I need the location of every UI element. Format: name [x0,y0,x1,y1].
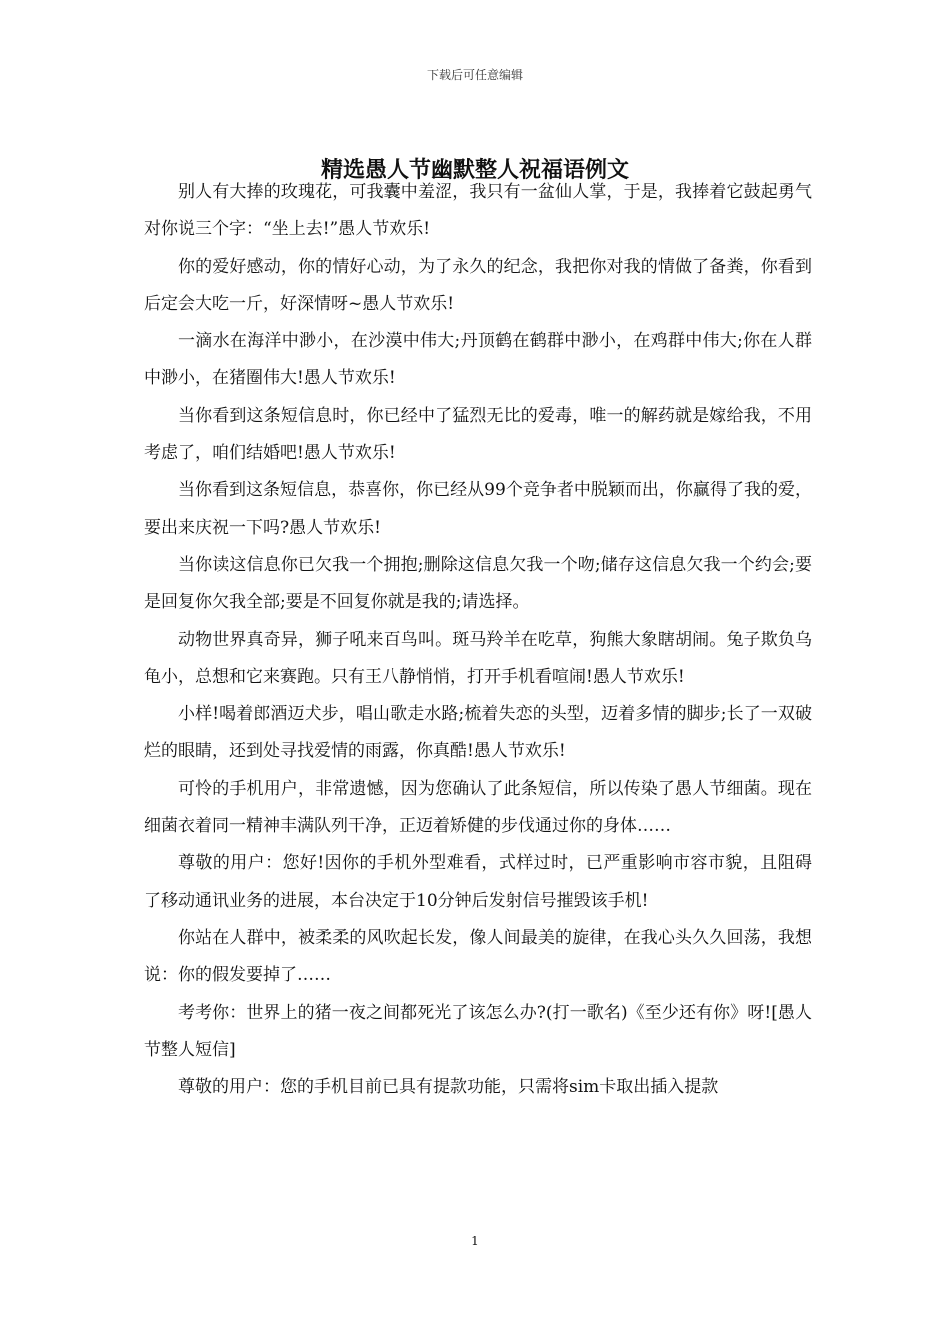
paragraph-9: 可怜的手机用户，非常遗憾，因为您确认了此条短信，所以传染了愚人节细菌。现在细菌衣着同一精神丰满队列干净，正迈着矫健的步伐通过你的身体…… [144,778,812,837]
document-body [144,174,812,1106]
paragraph-2: 你的爱好感动，你的情好心动，为了永久的纪念，我把你对我的情做了备粪，你看到后定会大吃一斤，好深情呀~愚人节欢乐! [144,256,812,314]
paragraph-8: 小样!喝着郎酒迈犬步，唱山歌走水路;梳着失恋的头型，迈着多情的脚步;长了一双破烂的眼睛，还到处寻找爱情的雨露，你真酷!愚人节欢乐! [144,704,812,762]
paragraph-5: 当你看到这条短信息，恭喜你，你已经从99个竞争者中脱颖而出，你赢得了我的爱，要出来庆祝一下吗?愚人节欢乐! [144,480,812,538]
page-header-note: 下载后可任意编辑 [426,68,523,82]
paragraph-1: 别人有大捧的玫瑰花，可我囊中羞涩，我只有一盆仙人掌，于是，我捧着它鼓起勇气对你说三个字：“坐上去!”愚人节欢乐! [144,182,812,240]
paragraph-13: 尊敬的用户：您的手机目前已具有提款功能，只需将sim卡取出插入提款 [178,1077,719,1098]
document-title: 精选愚人节幽默整人祝福语例文 [320,157,629,183]
paragraph-12: 考考你：世界上的猪一夜之间都死光了该怎么办?(打一歌名)《至少还有你》呀![愚人节整人短信] [144,1002,812,1060]
paragraph-4: 当你看到这条短信息时，你已经中了猛烈无比的爱毒，唯一的解药就是嫁给我，不用考虑了，咱们结婚吧!愚人节欢乐! [144,405,812,464]
paragraph-10: 尊敬的用户：您好!因你的手机外型难看，式样过时，已严重影响市容市貌，且阻碍了移动通讯业务的进展，本台决定于10分钟后发射信号摧毁该手机! [144,853,812,911]
paragraph-3: 一滴水在海洋中渺小，在沙漠中伟大;丹顶鹤在鹤群中渺小，在鸡群中伟大;你在人群中渺小，在猪圈伟大!愚人节欢乐! [144,331,812,389]
paragraph-6: 当你读这信息你已欠我一个拥抱;删除这信息欠我一个吻;储存这信息欠我一个约会;要是回复你欠我全部;要是不回复你就是我的;请选择。 [144,554,812,613]
paragraph-7: 动物世界真奇异，狮子吼来百鸟叫。斑马羚羊在吃草，狗熊大象瞎胡闹。兔子欺负乌龟小，总想和它来赛跑。只有王八静悄悄，打开手机看喧闹!愚人节欢乐! [144,629,812,687]
page-number: 1 [471,1234,479,1248]
paragraph-11: 你站在人群中，被柔柔的风吹起长发，像人间最美的旋律，在我心头久久回荡，我想说：你的假发要掉了…… [144,927,812,986]
